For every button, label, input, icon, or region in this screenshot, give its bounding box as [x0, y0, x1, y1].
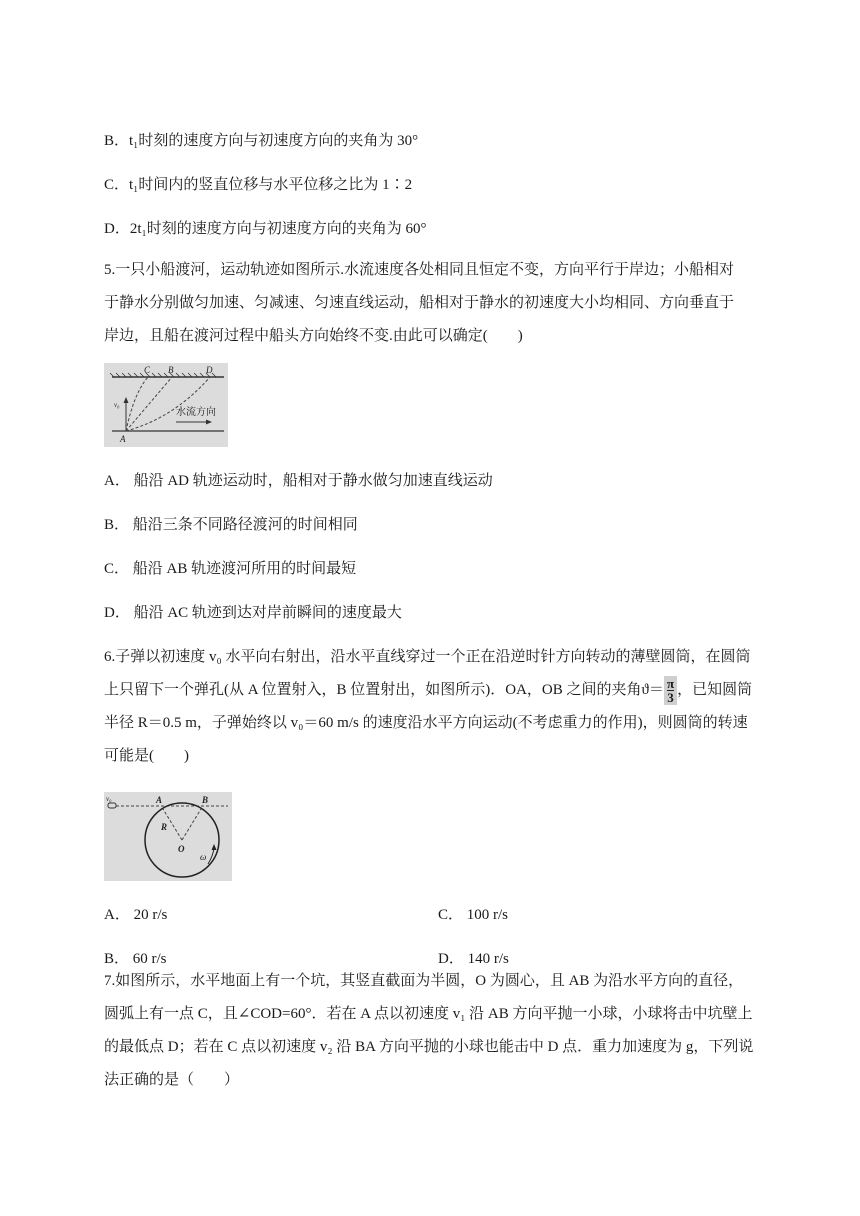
question-6-line-1: 6.子弹以初速度 v₀ 水平向右射出，沿水平直线穿过一个正在沿逆时针方向转动的薄壁圆筒，在圆筒 — [104, 649, 751, 665]
question-7-line-4: 法正确的是（ ） — [104, 1072, 240, 1088]
option-c: C．t₁时间内的竖直位移与水平位移之比为 1∶2 — [104, 177, 413, 193]
label-d: D — [206, 365, 213, 375]
rotating-cylinder-figure — [104, 792, 232, 881]
label-b: B — [168, 365, 174, 375]
question-5-stem — [104, 254, 756, 353]
question-6-line-3: 半径 R＝0.5 m，子弹始终以 v₀＝60 m/s 的速度沿水平方向运动(不考虑重力的作用)，则圆筒的转速 — [104, 715, 748, 731]
river-crossing-figure — [104, 363, 228, 447]
pi-over-3-fraction — [664, 676, 677, 705]
label-v0: v₀ — [114, 401, 120, 409]
label-omega: ω — [200, 852, 207, 862]
question-7-line-1: 7.如图所示，水平地面上有一个坑，其竖直截面为半圆，O 为圆心，且 AB 为沿水平方向的直径， — [104, 973, 744, 989]
question-6-line-2b: ，已知圆筒 — [677, 682, 753, 698]
fraction-numerator: π — [666, 676, 675, 692]
question-5-option-c: C． 船沿 AB 轨迹渡河所用的时间最短 — [104, 561, 357, 577]
question-5-option-b: B． 船沿三条不同路径渡河的时间相同 — [104, 517, 358, 533]
question-5-option-d: D． 船沿 AC 轨迹到达对岸前瞬间的速度最大 — [104, 605, 402, 621]
question-6-line-2 — [104, 674, 756, 707]
question-6-option-d: D． 140 r/s — [438, 951, 509, 967]
question-7-line-3: 的最低点 D；若在 C 点以初速度 v₂ 沿 BA 方向平抛的小球也能击中 D 点．重力加速度为 g，下列说 — [104, 1039, 754, 1055]
label-v0: v₀ — [106, 795, 112, 803]
fraction-denominator: 3 — [667, 690, 674, 706]
question-6-line-2a: 上只留下一个弹孔(从 A 位置射入，B 位置射出，如图所示)．OA，OB 之间的夹角ϑ＝ — [104, 682, 664, 698]
question-5-line-3: 岸边，且船在渡河过程中船头方向始终不变.由此可以确定( ) — [104, 328, 523, 344]
question-5-option-a: A． 船沿 AD 轨迹运动时，船相对于静水做匀加速直线运动 — [104, 473, 493, 489]
option-b: B．t₁时刻的速度方向与初速度方向的夹角为 30° — [104, 133, 419, 149]
question-6-stem — [104, 641, 756, 773]
label-b: B — [202, 795, 209, 805]
question-7-line-2: 圆弧上有一点 C，且∠COD=60°．若在 A 点以初速度 v₁ 沿 AB 方向平抛一小球，小球将击中坑壁上 — [104, 1006, 753, 1022]
label-o: O — [178, 844, 185, 854]
label-flow-direction: 水流方向 — [176, 407, 216, 418]
question-5-line-1: 5.一只小船渡河，运动轨迹如图所示.水流速度各处相同且恒定不变，方向平行于岸边；小船相对 — [104, 262, 735, 278]
question-5-line-2: 于静水分别做匀加速、匀减速、匀速直线运动，船相对于静水的初速度大小均相同、方向垂直于 — [104, 295, 735, 311]
label-c: C — [144, 365, 151, 375]
label-r: R — [161, 822, 168, 832]
option-d: D．2t₁时刻的速度方向与初速度方向的夹角为 60° — [104, 221, 427, 237]
question-6-option-b: B． 60 r/s — [104, 951, 167, 967]
question-6-line-4: 可能是( ) — [104, 748, 189, 764]
label-a: A — [156, 795, 163, 805]
question-6-option-a: A． 20 r/s — [104, 907, 168, 923]
label-a: A — [120, 434, 126, 444]
question-6-option-c: C． 100 r/s — [438, 907, 509, 923]
question-7-stem — [104, 965, 756, 1097]
